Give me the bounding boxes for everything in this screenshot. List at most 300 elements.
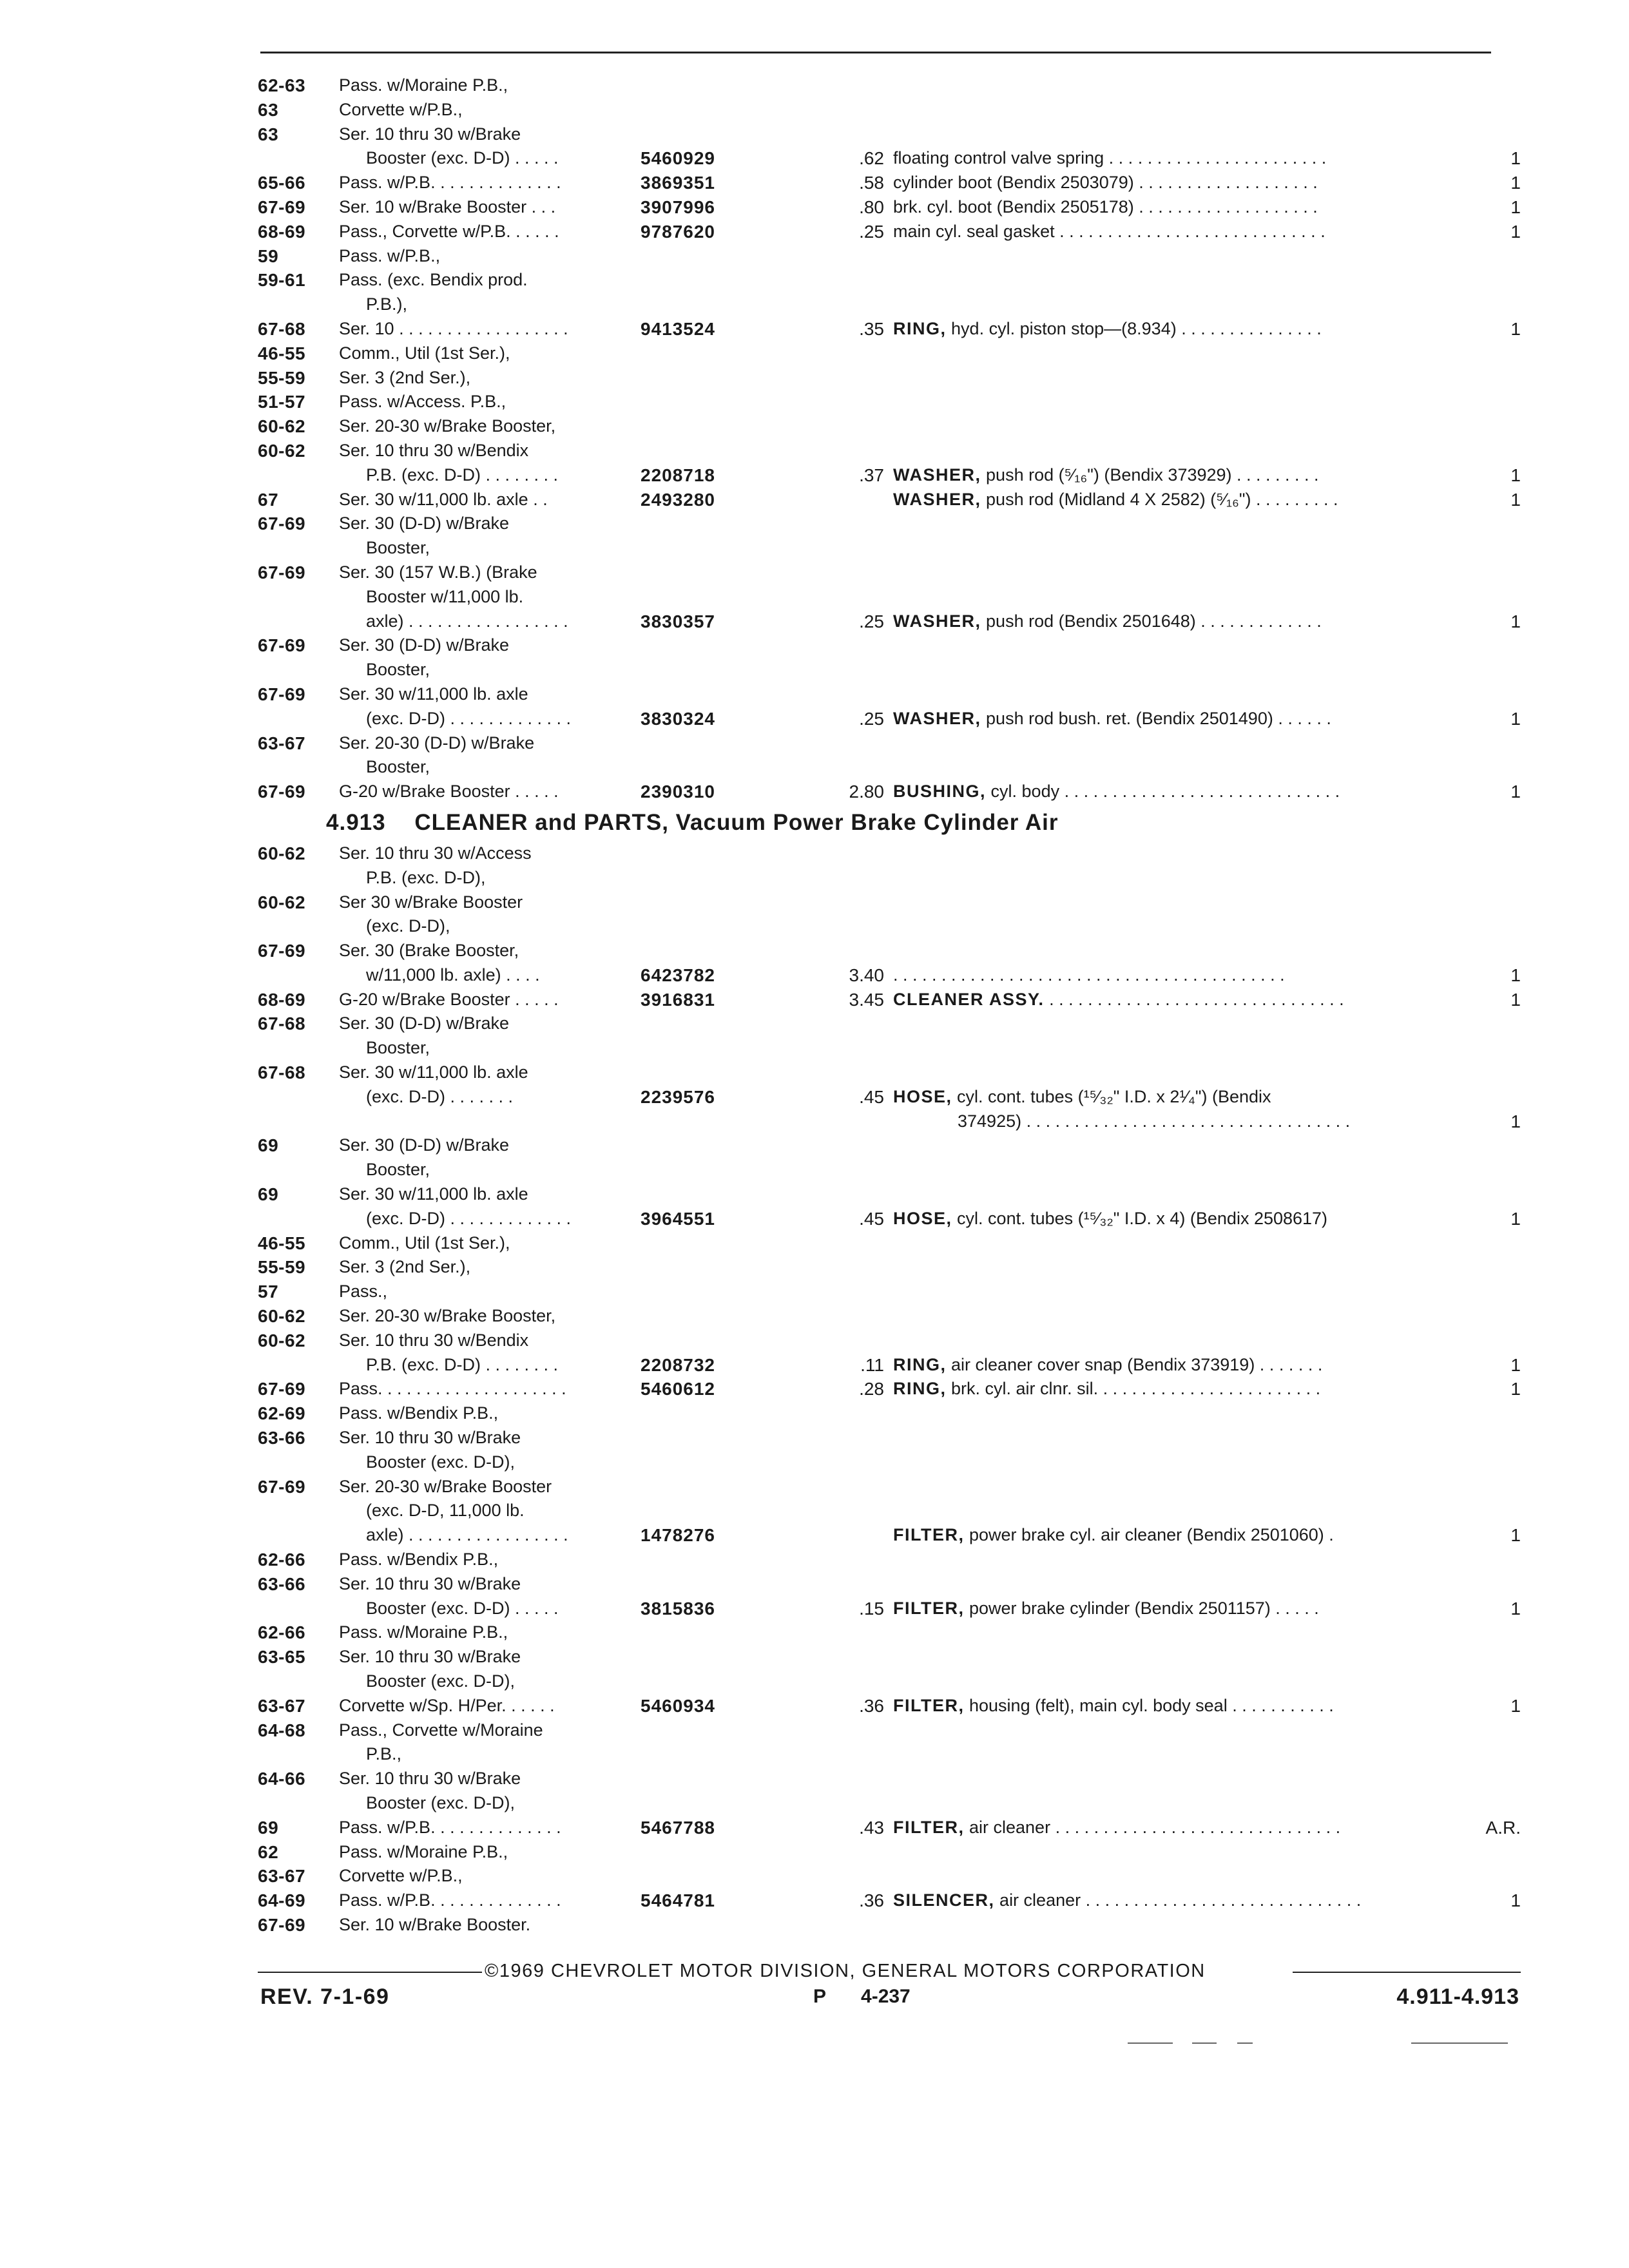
application: Booster, (366, 538, 430, 558)
price: .25 (859, 708, 884, 729)
price: .43 (859, 1817, 884, 1838)
quantity: 1 (1510, 989, 1521, 1010)
part-description (893, 171, 1454, 195)
table-row (258, 1158, 1521, 1182)
part-description (893, 1353, 1454, 1378)
parts-entries-bottom (258, 841, 1521, 1937)
part-description-text: brk. cyl. boot (Bendix 2505178) . . . . . . . . . . . . . . . . . . . (893, 197, 1318, 216)
page-number (813, 1986, 911, 2008)
part-description (893, 146, 1454, 171)
application: Ser. 30 w/11,000 lb. axle (339, 1184, 528, 1204)
part-number: 2208718 (641, 465, 716, 485)
quantity: 1 (1510, 1890, 1521, 1911)
application: Ser. 10 w/Brake Booster . . . (339, 197, 556, 216)
application: Booster, (366, 757, 430, 777)
part-description (893, 1207, 1454, 1231)
quantity: 1 (1510, 197, 1521, 217)
part-description-text: cyl. body . . . . . . . . . . . . . . . . . . . . . . . . . . . . . (990, 782, 1340, 802)
application: Ser. 30 (D-D) w/Brake (339, 1014, 510, 1033)
model-years: 60-62 (258, 1330, 306, 1350)
part-description-text: cyl. cont. tubes (¹⁵⁄₃₂" I.D. x 2¹⁄₄") (Bendix (957, 1086, 1271, 1106)
part-name: FILTER, (893, 1525, 965, 1545)
part-description-text: power brake cyl. air cleaner (Bendix 2501060) . (969, 1525, 1334, 1545)
table-row (258, 536, 1521, 561)
application: Ser. 20-30 w/Brake Booster, (339, 1306, 556, 1326)
part-description-text: brk. cyl. air clnr. sil. . . . . . . . . . . . . . . . . . . . . . . . (951, 1379, 1321, 1399)
part-name: FILTER, (893, 1695, 965, 1715)
part-description-text: push rod (Bendix 2501648) . . . . . . . . . . . . . (986, 611, 1322, 631)
table-row (258, 1597, 1521, 1621)
table-row (258, 390, 1521, 414)
model-years: 55-59 (258, 1257, 306, 1278)
application: Ser. 10 thru 30 w/Brake (339, 124, 521, 144)
price: .62 (859, 148, 884, 169)
table-row (258, 1548, 1521, 1572)
model-years: 67-69 (258, 635, 306, 656)
model-years: 60-62 (258, 1306, 306, 1327)
table-row (258, 780, 1521, 804)
table-row (258, 1401, 1521, 1426)
table-row (258, 1450, 1521, 1475)
table-row (258, 963, 1521, 988)
table-row (258, 1012, 1521, 1036)
part-number: 3964551 (641, 1208, 716, 1229)
application: axle) . . . . . . . . . . . . . . . . . (366, 1525, 568, 1545)
table-row (258, 1280, 1521, 1304)
model-years: 67-68 (258, 1062, 306, 1083)
application: Booster (exc. D-D), (366, 1452, 516, 1472)
part-number: 3869351 (641, 173, 716, 193)
table-row (258, 866, 1521, 890)
part-description-text: air cleaner cover snap (Bendix 373919) . . . . . . . (951, 1354, 1323, 1374)
application: Pass. w/Bendix P.B., (339, 1550, 499, 1570)
application: Booster (exc. D-D) . . . . . (366, 148, 559, 168)
table-row (258, 488, 1521, 512)
application: Ser. 3 (2nd Ser.), (339, 1257, 471, 1277)
application: Pass. w/Moraine P.B., (339, 1841, 508, 1861)
part-name: SILENCER, (893, 1890, 995, 1910)
quantity: 1 (1510, 1379, 1521, 1399)
application: w/11,000 lb. axle) . . . . (366, 965, 540, 985)
part-description (893, 220, 1454, 244)
price: .25 (859, 611, 884, 631)
model-years: 46-55 (258, 343, 306, 363)
table-row (258, 841, 1521, 866)
table-row (258, 1864, 1521, 1888)
table-row (258, 1913, 1521, 1937)
table-row (258, 1718, 1521, 1743)
model-years: 67-69 (258, 782, 306, 802)
application: Pass. w/Moraine P.B., (339, 75, 508, 95)
application: Pass. w/P.B. . . . . . . . . . . . . . (339, 1817, 561, 1837)
section-title: CLEANER and PARTS, Vacuum Power Brake Cylinder Air (414, 809, 1059, 835)
page-prefix: P (813, 1986, 827, 2007)
price: .28 (859, 1379, 884, 1399)
table-row (258, 463, 1521, 488)
part-number: 2208732 (641, 1354, 716, 1375)
part-description-text: housing (felt), main cyl. body seal . . . . . . . . . . . (969, 1695, 1334, 1715)
quantity: 1 (1510, 1598, 1521, 1619)
application: P.B., (366, 1744, 402, 1764)
part-name: WASHER, (893, 465, 981, 485)
model-years: 60-62 (258, 440, 306, 461)
part-description (893, 1085, 1454, 1110)
application: Ser. 10 thru 30 w/Brake (339, 1428, 521, 1448)
section-range: 4.911-4.913 (1396, 1984, 1519, 2009)
model-years: 63-67 (258, 1866, 306, 1887)
part-number: 5460934 (641, 1695, 716, 1716)
model-years: 60-62 (258, 843, 306, 863)
price: .15 (859, 1598, 884, 1619)
part-description (893, 988, 1454, 1012)
application: Pass. w/P.B. . . . . . . . . . . . . . (339, 1890, 561, 1910)
price: .36 (859, 1695, 884, 1716)
part-description (893, 780, 1454, 804)
price: 3.45 (849, 989, 884, 1010)
quantity: 1 (1510, 1354, 1521, 1375)
application: Booster (exc. D-D) . . . . . (366, 1598, 559, 1618)
table-row (258, 1645, 1521, 1669)
table-row (258, 1377, 1521, 1401)
application: P.B. (exc. D-D) . . . . . . . . (366, 1354, 559, 1374)
table-row (258, 633, 1521, 658)
application: Ser. 10 thru 30 w/Brake (339, 1769, 521, 1789)
part-description-text: air cleaner . . . . . . . . . . . . . . . . . . . . . . . . . . . . . (999, 1890, 1362, 1910)
part-number: 3907996 (641, 197, 716, 217)
application: Booster w/11,000 lb. (366, 586, 524, 606)
part-number: 3815836 (641, 1598, 716, 1619)
part-description-text: push rod (⁵⁄₁₆") (Bendix 373929) . . . . . . . . . (986, 465, 1319, 485)
part-description-text: . . . . . . . . . . . . . . . . . . . . . . . . . . . . . . . (1049, 989, 1344, 1009)
table-row (258, 561, 1521, 585)
application: Ser. 30 (D-D) w/Brake (339, 635, 510, 655)
price: .11 (860, 1354, 884, 1375)
part-number: 9413524 (641, 318, 716, 339)
part-name: BUSHING, (893, 782, 987, 802)
application: P.B. (exc. D-D), (366, 867, 486, 887)
application: Pass., Corvette w/P.B. . . . . . (339, 221, 559, 241)
part-name: RING, (893, 318, 947, 338)
footer-rule-left (258, 1972, 482, 1973)
part-description (893, 707, 1454, 731)
application: Ser. 30 (Brake Booster, (339, 941, 519, 961)
application: Comm., Util (1st Ser.), (339, 1233, 510, 1253)
table-row (258, 220, 1521, 244)
part-description (893, 963, 1454, 988)
application: Ser. 30 w/11,000 lb. axle (339, 1062, 528, 1082)
table-row (258, 268, 1521, 293)
model-years: 67 (258, 489, 279, 510)
table-row (258, 988, 1521, 1012)
part-number: 2239576 (641, 1086, 716, 1107)
price: 3.40 (849, 965, 884, 985)
quantity: 1 (1510, 708, 1521, 729)
application: Ser. 20-30 w/Brake Booster (339, 1476, 552, 1496)
quantity: 1 (1510, 965, 1521, 985)
part-name: WASHER, (893, 489, 981, 509)
part-description (893, 610, 1454, 634)
application: Ser. 20-30 w/Brake Booster, (339, 416, 556, 436)
part-description-text: floating control valve spring . . . . . . . . . . . . . . . . . . . . . . . (893, 148, 1327, 168)
part-number: 5460929 (641, 148, 716, 169)
part-description-text: . . . . . . . . . . . . . . . . . . . . . . . . . . . . . . . . . . . . . . . . . (893, 965, 1285, 985)
table-row (258, 1791, 1521, 1816)
table-row (258, 585, 1521, 610)
quantity: 1 (1510, 489, 1521, 510)
quantity: 1 (1510, 148, 1521, 169)
table-row (258, 755, 1521, 780)
application: (exc. D-D, 11,000 lb. (366, 1501, 525, 1521)
table-row (258, 414, 1521, 439)
application: Booster (exc. D-D), (366, 1671, 516, 1691)
part-description-text: push rod bush. ret. (Bendix 2501490) . . . . . . (986, 708, 1331, 728)
part-name: FILTER, (893, 1817, 965, 1837)
table-row (258, 244, 1521, 269)
model-years: 63-67 (258, 1695, 306, 1716)
application: Corvette w/P.B., (339, 1866, 463, 1886)
model-years: 55-59 (258, 367, 306, 388)
model-years: 64-66 (258, 1769, 306, 1789)
model-years: 67-69 (258, 562, 306, 582)
part-description (893, 195, 1454, 220)
table-row (258, 1231, 1521, 1256)
model-years: 59-61 (258, 270, 306, 291)
table-row (258, 914, 1521, 939)
application: Pass. w/Access. P.B., (339, 392, 506, 412)
model-years: 57 (258, 1282, 279, 1302)
part-description (893, 488, 1454, 512)
parts-entries-top (258, 73, 1521, 804)
price: .45 (859, 1086, 884, 1107)
table-row (258, 1207, 1521, 1231)
application: Ser. 10 thru 30 w/Access (339, 843, 532, 863)
part-description-text: power brake cylinder (Bendix 2501157) . . . . . (969, 1598, 1319, 1618)
model-years: 67-68 (258, 318, 306, 339)
table-row (258, 1182, 1521, 1207)
part-description (893, 1816, 1454, 1840)
table-row (258, 122, 1521, 147)
price: 2.80 (849, 782, 884, 802)
part-description (893, 1377, 1454, 1401)
model-years: 67-69 (258, 514, 306, 534)
model-years: 67-69 (258, 1379, 306, 1399)
application: Ser. 10 w/Brake Booster. (339, 1914, 531, 1934)
revision-date: REV. 7-1-69 (260, 1984, 390, 2009)
part-description (893, 1523, 1454, 1548)
model-years: 68-69 (258, 221, 306, 242)
footer-copyright-line (258, 1959, 1521, 1983)
model-years: 64-68 (258, 1720, 306, 1740)
model-years: 62-63 (258, 75, 306, 95)
table-row (258, 1255, 1521, 1280)
table-row (258, 73, 1521, 98)
model-years: 67-69 (258, 1476, 306, 1497)
application: G-20 w/Brake Booster . . . . . (339, 782, 559, 802)
application: Booster, (366, 1038, 430, 1058)
application: Ser. 30 (D-D) w/Brake (339, 1135, 510, 1155)
application: P.B. (exc. D-D) . . . . . . . . (366, 465, 559, 485)
part-name: FILTER, (893, 1598, 965, 1618)
table-row (258, 658, 1521, 682)
table-row (258, 341, 1521, 366)
application: G-20 w/Brake Booster . . . . . (339, 989, 559, 1009)
table-row (258, 1816, 1521, 1840)
model-years: 63-67 (258, 733, 306, 753)
table-row (258, 512, 1521, 536)
table-row (258, 707, 1521, 731)
application: Booster, (366, 1160, 430, 1180)
table-row (258, 1669, 1521, 1694)
application: P.B.), (366, 294, 408, 314)
part-name: HOSE, (893, 1086, 952, 1106)
table-row (258, 939, 1521, 963)
part-name: HOSE, (893, 1208, 952, 1228)
scan-artifacts (1128, 2042, 1540, 2045)
model-years: 69 (258, 1184, 279, 1205)
table-row (258, 1353, 1521, 1378)
price: .36 (859, 1890, 884, 1911)
application: Pass., (339, 1282, 388, 1302)
quantity: 1 (1510, 1525, 1521, 1546)
table-row (258, 317, 1521, 341)
application: Pass. w/P.B. . . . . . . . . . . . . . (339, 173, 561, 193)
application: Pass. . . . . . . . . . . . . . . . . . . . (339, 1379, 566, 1399)
application: Ser. 30 (157 W.B.) (Brake (339, 562, 537, 582)
part-number: 3830324 (641, 708, 716, 729)
application: (exc. D-D), (366, 916, 450, 936)
table-row (258, 610, 1521, 634)
table-row (258, 1888, 1521, 1913)
table-row (258, 682, 1521, 707)
part-number: 2390310 (641, 782, 716, 802)
model-years: 63-66 (258, 1573, 306, 1594)
part-description-text: push rod (Midland 4 X 2582) (⁵⁄₁₆") . . . . . . . . . (986, 489, 1338, 509)
application: Pass. w/Moraine P.B., (339, 1622, 508, 1642)
model-years: 63-66 (258, 1428, 306, 1448)
application: Corvette w/Sp. H/Per. . . . . . (339, 1695, 555, 1715)
table-row (258, 1329, 1521, 1353)
price: .45 (859, 1208, 884, 1229)
application: Pass. w/Bendix P.B., (339, 1403, 499, 1423)
part-description-text: main cyl. seal gasket . . . . . . . . . . . . . . . . . . . . . . . . . . . . (893, 221, 1325, 241)
part-description-text: air cleaner . . . . . . . . . . . . . . . . . . . . . . . . . . . . . . (969, 1817, 1341, 1837)
model-years: 51-57 (258, 392, 306, 412)
section-heading (258, 804, 1521, 841)
application: Pass., Corvette w/Moraine (339, 1720, 543, 1740)
footer-rule-right (1293, 1972, 1521, 1973)
application: Ser. 10 thru 30 w/Brake (339, 1573, 521, 1593)
table-row (258, 1110, 1521, 1134)
model-years: 68-69 (258, 989, 306, 1010)
part-number: 6423782 (641, 965, 716, 985)
table-row (258, 1061, 1521, 1085)
model-years: 67-69 (258, 684, 306, 704)
part-description (893, 463, 1454, 488)
part-number: 1478276 (641, 1525, 716, 1546)
application: Ser. 10 thru 30 w/Bendix (339, 1330, 529, 1350)
table-row (258, 1085, 1521, 1110)
table-row (258, 195, 1521, 220)
application: Ser. 30 w/11,000 lb. axle . . (339, 489, 548, 509)
application: Pass. (exc. Bendix prod. (339, 270, 528, 290)
quantity: 1 (1510, 318, 1521, 339)
model-years: 46-55 (258, 1233, 306, 1253)
application: Booster (exc. D-D), (366, 1792, 516, 1812)
part-number: 9787620 (641, 221, 716, 242)
model-years: 62-69 (258, 1403, 306, 1424)
quantity: 1 (1510, 173, 1521, 193)
application: Booster, (366, 660, 430, 680)
quantity: 1 (1510, 465, 1521, 485)
quantity: 1 (1510, 611, 1521, 631)
application: (exc. D-D) . . . . . . . . . . . . . (366, 708, 572, 728)
quantity: 1 (1510, 1111, 1521, 1131)
table-row (258, 171, 1521, 195)
application: Ser. 20-30 (D-D) w/Brake (339, 733, 535, 753)
part-description-text: 374925) . . . . . . . . . . . . . . . . . . . . . . . . . . . . . . . . . . (958, 1111, 1351, 1131)
part-description (893, 1888, 1454, 1913)
price: .25 (859, 221, 884, 242)
model-years: 63 (258, 124, 279, 144)
application: Ser 30 w/Brake Booster (339, 892, 523, 912)
part-description (893, 317, 1454, 341)
table-row (258, 1304, 1521, 1329)
model-years: 60-62 (258, 416, 306, 437)
part-number: 3830357 (641, 611, 716, 631)
table-row (258, 1742, 1521, 1767)
part-description (893, 1694, 1454, 1718)
application: Ser. 30 (D-D) w/Brake (339, 514, 510, 533)
price: .58 (859, 173, 884, 193)
model-years: 69 (258, 1135, 279, 1156)
part-description (958, 1110, 1454, 1134)
table-row (258, 146, 1521, 171)
price: .80 (859, 197, 884, 217)
part-description-text: cylinder boot (Bendix 2503079) . . . . . . . . . . . . . . . . . . . (893, 173, 1318, 193)
quantity: 1 (1510, 782, 1521, 802)
application: (exc. D-D) . . . . . . . . . . . . . (366, 1208, 572, 1228)
application: axle) . . . . . . . . . . . . . . . . . (366, 611, 568, 631)
table-row (258, 98, 1521, 122)
table-row (258, 1572, 1521, 1597)
quantity: 1 (1510, 1695, 1521, 1716)
table-row (258, 439, 1521, 463)
part-name: CLEANER ASSY. (893, 989, 1045, 1009)
part-number: 2493280 (641, 489, 716, 510)
part-name: RING, (893, 1354, 947, 1374)
quantity: 1 (1510, 1208, 1521, 1229)
application: Pass. w/P.B., (339, 245, 441, 265)
application: Ser. 10 thru 30 w/Brake (339, 1647, 521, 1667)
model-years: 67-69 (258, 1914, 306, 1935)
table-row (258, 1767, 1521, 1791)
table-row (258, 1475, 1521, 1499)
table-row (258, 1426, 1521, 1450)
model-years: 69 (258, 1817, 279, 1838)
model-years: 65-66 (258, 173, 306, 193)
table-row (258, 1523, 1521, 1548)
model-years: 67-69 (258, 197, 306, 217)
part-number: 5467788 (641, 1817, 716, 1838)
quantity: 1 (1510, 221, 1521, 242)
model-years: 62-66 (258, 1622, 306, 1643)
model-years: 63-65 (258, 1647, 306, 1667)
model-years: 62-66 (258, 1550, 306, 1570)
part-description (893, 1597, 1454, 1621)
part-number: 3916831 (641, 989, 716, 1010)
model-years: 62 (258, 1841, 279, 1862)
part-name: WASHER, (893, 708, 981, 728)
